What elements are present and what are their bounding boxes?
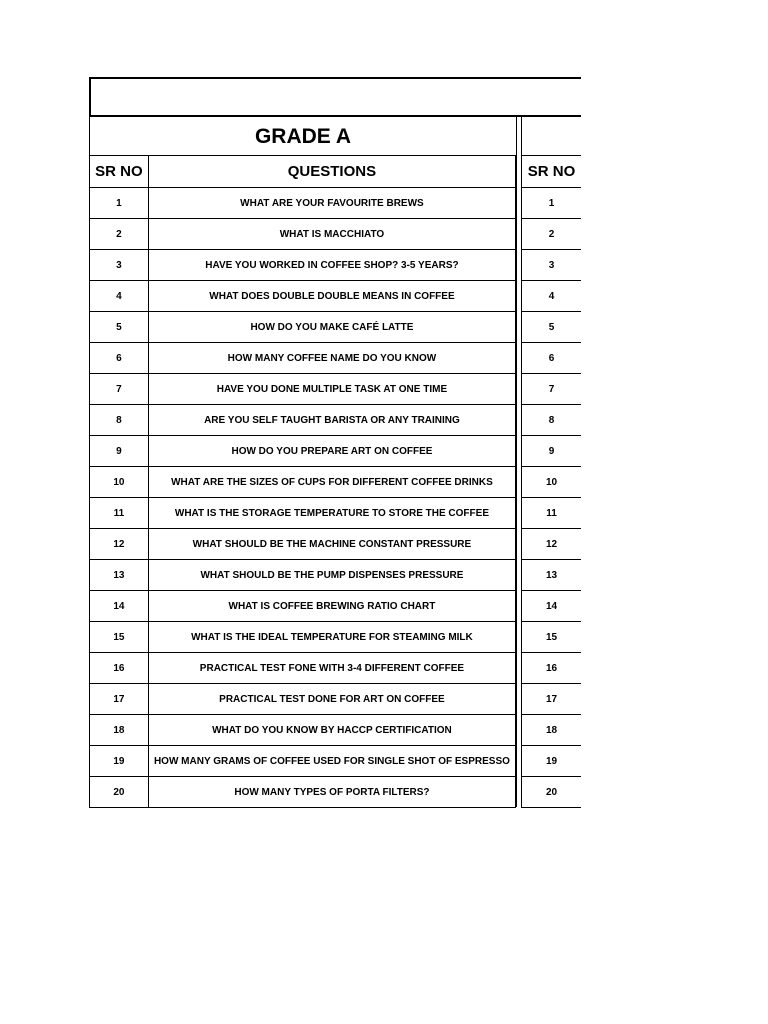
sr-no-cell: 4 [90, 281, 149, 312]
sr-no-cell: 3 [90, 250, 149, 281]
sr-no-cell: 16 [522, 653, 582, 684]
table-row [522, 560, 582, 591]
sr-no-cell: 8 [522, 405, 582, 436]
header-row [90, 156, 516, 188]
question-cell: HOW DO YOU PREPARE ART ON COFFEE [148, 436, 515, 467]
table-row [90, 653, 516, 684]
table-row [522, 374, 582, 405]
question-cell: WHAT SHOULD BE THE PUMP DISPENSES PRESSURE [148, 560, 515, 591]
sr-no-cell: 7 [90, 374, 149, 405]
title-box [89, 77, 581, 117]
sr-no-cell: 2 [90, 219, 149, 250]
question-cell: HOW DO YOU MAKE CAFÉ LATTE [148, 312, 515, 343]
table-row [522, 653, 582, 684]
table-row [522, 312, 582, 343]
question-cell: PRACTICAL TEST DONE FOR ART ON COFFEE [148, 684, 515, 715]
question-cell: WHAT IS THE IDEAL TEMPERATURE FOR STEAMING MILK [148, 622, 515, 653]
sr-no-header: SR NO [90, 156, 149, 188]
table-row [522, 467, 582, 498]
table-row [90, 467, 516, 498]
table-row [90, 405, 516, 436]
sr-no-cell: 15 [522, 622, 582, 653]
sr-no-cell: 1 [522, 188, 582, 219]
table-row [522, 405, 582, 436]
question-cell: ARE YOU SELF TAUGHT BARISTA OR ANY TRAINING [148, 405, 515, 436]
table-row [90, 529, 516, 560]
table-row [90, 436, 516, 467]
question-cell: PRACTICAL TEST FONE WITH 3-4 DIFFERENT COFFEE [148, 653, 515, 684]
sr-no-cell: 16 [90, 653, 149, 684]
sr-no-cell: 8 [90, 405, 149, 436]
sr-no-cell: 14 [90, 591, 149, 622]
table-row [90, 622, 516, 653]
table-row [522, 281, 582, 312]
column-divider [521, 117, 522, 156]
sr-no-cell: 13 [90, 560, 149, 591]
question-cell: WHAT ARE THE SIZES OF CUPS FOR DIFFERENT COFFEE DRINKS [148, 467, 515, 498]
sr-no-cell: 12 [90, 529, 149, 560]
table-row [90, 374, 516, 405]
table-row [522, 746, 582, 777]
sr-no-cell: 18 [90, 715, 149, 746]
questions-table [89, 155, 516, 808]
table-row [90, 312, 516, 343]
sr-no-cell: 7 [522, 374, 582, 405]
table-row [90, 250, 516, 281]
table-row [90, 746, 516, 777]
table-row [90, 591, 516, 622]
sr-no-cell: 14 [522, 591, 582, 622]
sr-no-cell: 13 [522, 560, 582, 591]
sr-no-cell: 12 [522, 529, 582, 560]
sr-no-cell: 17 [522, 684, 582, 715]
question-cell: HAVE YOU WORKED IN COFFEE SHOP? 3-5 YEARS? [148, 250, 515, 281]
sr-no-cell: 10 [90, 467, 149, 498]
table-row [522, 684, 582, 715]
table-row [522, 343, 582, 374]
question-cell: WHAT DO YOU KNOW BY HACCP CERTIFICATION [148, 715, 515, 746]
sr-no-cell: 20 [522, 777, 582, 808]
questions-header: QUESTIONS [148, 156, 515, 188]
table-row [522, 219, 582, 250]
table-row [522, 250, 582, 281]
table-row [522, 591, 582, 622]
sr-no-cell: 3 [522, 250, 582, 281]
table-row [522, 777, 582, 808]
sr-no-cell: 18 [522, 715, 582, 746]
sr-no-cell: 19 [90, 746, 149, 777]
question-cell: HOW MANY GRAMS OF COFFEE USED FOR SINGLE SHOT OF ESPRESSO [148, 746, 515, 777]
sr-no-cell: 11 [522, 498, 582, 529]
question-cell: WHAT IS COFFEE BREWING RATIO CHART [148, 591, 515, 622]
table-row [90, 777, 516, 808]
question-cell: HOW MANY COFFEE NAME DO YOU KNOW [148, 343, 515, 374]
grade-title: GRADE A [89, 117, 516, 156]
sr-no-cell: 9 [90, 436, 149, 467]
table-row [522, 188, 582, 219]
sr-no-cell: 5 [90, 312, 149, 343]
right-sr-table [521, 155, 581, 808]
sr-no-cell: 6 [90, 343, 149, 374]
question-cell: WHAT SHOULD BE THE MACHINE CONSTANT PRESSURE [148, 529, 515, 560]
table-row [90, 498, 516, 529]
sr-no-cell: 2 [522, 219, 582, 250]
question-cell: HOW MANY TYPES OF PORTA FILTERS? [148, 777, 515, 808]
sr-no-cell: 20 [90, 777, 149, 808]
column-divider [516, 117, 517, 807]
table-row [522, 529, 582, 560]
table-row [522, 498, 582, 529]
table-row [90, 219, 516, 250]
sr-no-cell: 4 [522, 281, 582, 312]
sr-no-header: SR NO [522, 156, 582, 188]
question-cell: WHAT ARE YOUR FAVOURITE BREWS [148, 188, 515, 219]
table-row [90, 715, 516, 746]
question-cell: HAVE YOU DONE MULTIPLE TASK AT ONE TIME [148, 374, 515, 405]
sr-no-cell: 11 [90, 498, 149, 529]
sr-no-cell: 6 [522, 343, 582, 374]
table-row [522, 436, 582, 467]
sr-no-cell: 19 [522, 746, 582, 777]
header-row [522, 156, 582, 188]
sr-no-cell: 10 [522, 467, 582, 498]
sr-no-cell: 5 [522, 312, 582, 343]
table-row [522, 715, 582, 746]
question-cell: WHAT IS MACCHIATO [148, 219, 515, 250]
table-row [90, 281, 516, 312]
table-row [90, 343, 516, 374]
question-cell: WHAT IS THE STORAGE TEMPERATURE TO STORE THE COFFEE [148, 498, 515, 529]
table-row [522, 622, 582, 653]
table-row [90, 560, 516, 591]
table-row [90, 684, 516, 715]
sr-no-cell: 1 [90, 188, 149, 219]
table-row [90, 188, 516, 219]
sr-no-cell: 15 [90, 622, 149, 653]
sr-no-cell: 9 [522, 436, 582, 467]
question-cell: WHAT DOES DOUBLE DOUBLE MEANS IN COFFEE [148, 281, 515, 312]
sr-no-cell: 17 [90, 684, 149, 715]
